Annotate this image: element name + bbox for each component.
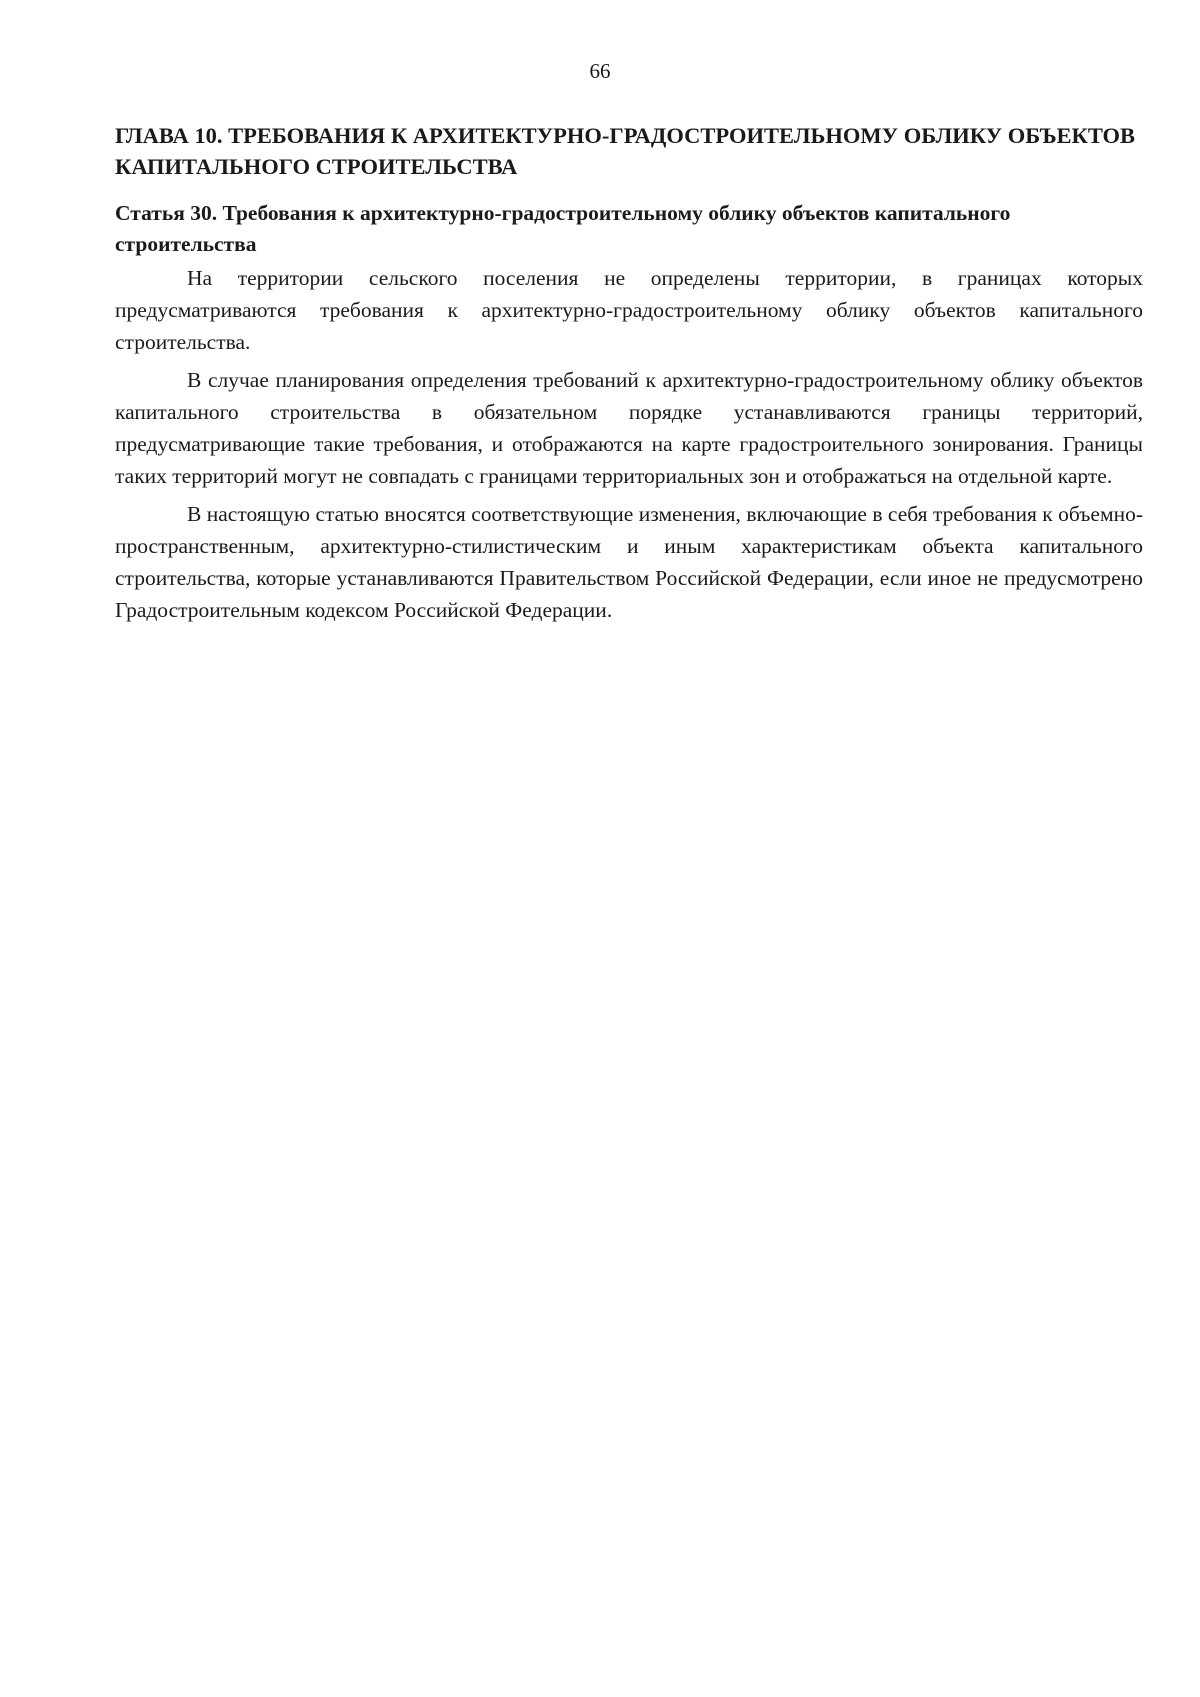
paragraph-3: В настоящую статью вносятся соответствующие изменения, включающие в себя требования к объемно-пространственным, архитектурно-стилистическим и иным характеристикам объекта капитального строительства, которые устанавливаются Правительством Российской Федерации, если иное не предусмотрено Градостроительным кодексом Российской Федерации. [115, 502, 1143, 622]
paragraph-2: В случае планирования определения требований к архитектурно-градостроительному облику объектов капитального строительства в обязательном порядке устанавливаются границы территорий, предусматривающие такие требования, и отображаются на карте градостроительного зонирования. Границы таких территорий могут не совпадать с границами территориальных зон и отображаться на отдельной карте. [115, 368, 1143, 488]
chapter-title: ГЛАВА 10. ТРЕБОВАНИЯ К АРХИТЕКТУРНО-ГРАДОСТРОИТЕЛЬНОМУ ОБЛИКУ ОБЪЕКТОВ КАПИТАЛЬНОГО СТРОИТЕЛЬСТВА [115, 123, 1136, 179]
page-number: 66 [589, 59, 611, 83]
page-content [115, 120, 1143, 626]
article-title: Статья 30. Требования к архитектурно-градостроительному облику объектов капитального строительства [115, 201, 1011, 256]
paragraph-1: На территории сельского поселения не определены территории, в границах которых предусматриваются требования к архитектурно-градостроительному облику объектов капитального строительства. [115, 266, 1143, 354]
